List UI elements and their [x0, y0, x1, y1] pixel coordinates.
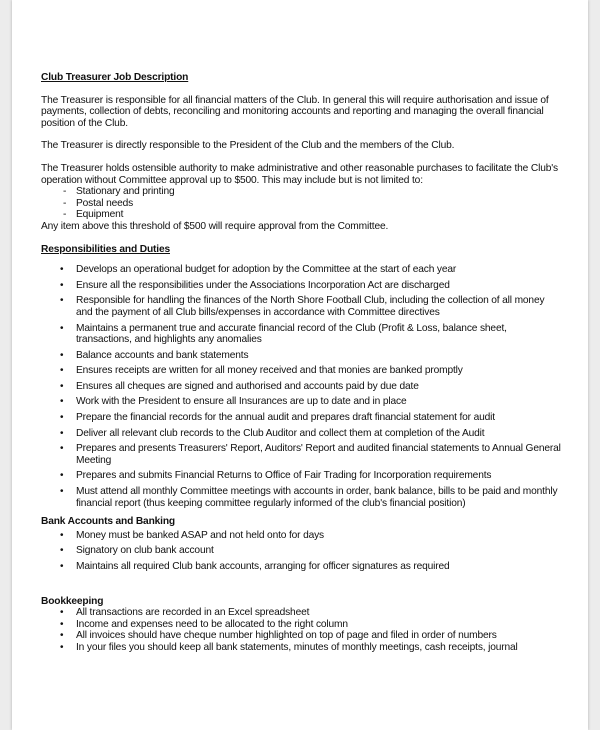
banking-heading: Bank Accounts and Banking — [41, 516, 175, 528]
list-item: - Equipment — [41, 209, 561, 221]
responsibilities-list — [41, 264, 561, 509]
bookkeeping-heading: Bookkeeping — [41, 595, 104, 607]
list-item: • Maintains a permanent true and accurate financial record of the Club (Profit & Loss, balance sheet, transactions, and highlights any anomalies — [41, 323, 561, 346]
list-item: - Postal needs — [41, 198, 561, 210]
bookkeeping-list — [41, 607, 561, 653]
intro-paragraph: The Treasurer is responsible for all financial matters of the Club. In general this will require authorisation and issue of payments, collection of debts, reconciling and monitoring accounts and reporting and managing the overall financial position of the Club. — [41, 94, 549, 129]
list-item: • All invoices should have cheque number highlighted on top of page and filed in order of numbers — [41, 630, 561, 642]
purchase-list — [41, 186, 561, 221]
list-item: • Prepares and presents Treasurers' Report, Auditors' Report and audited financial statements to Annual General Meeting — [41, 443, 561, 466]
list-item: • Money must be banked ASAP and not held onto for days — [41, 530, 561, 542]
list-item: • Maintains all required Club bank accounts, arranging for officer signatures as required — [41, 561, 561, 573]
document-title: Club Treasurer Job Description — [41, 72, 189, 83]
list-item: • In your files you should keep all bank statements, minutes of monthly meetings, cash receipts, journal — [41, 642, 561, 654]
authority-paragraph: The Treasurer holds ostensible authority to make administrative and other reasonable purchases to facilitate the Club's operation without Committee approval up to $500. This may include but is not limited to: — [41, 162, 558, 186]
list-item: • Work with the President to ensure all Insurances are up to date and in place — [41, 396, 561, 408]
list-item: • Prepares and submits Financial Returns to Office of Fair Trading for Incorporation requirements — [41, 470, 561, 482]
list-item: • Prepare the financial records for the annual audit and prepares draft financial statement for audit — [41, 412, 561, 424]
list-item: • Balance accounts and bank statements — [41, 350, 561, 362]
list-item: • Ensures receipts are written for all money received and that monies are banked promptly — [41, 365, 561, 377]
list-item: • Responsible for handling the finances of the North Shore Football Club, including the collection of all money and the payment of all Club bills/expenses in accordance with Committee directives — [41, 295, 561, 318]
list-item: • Must attend all monthly Committee meetings with accounts in order, bank balance, bills to be paid and monthly financial report (thus keeping committee regularly informed of the club's financial position) — [41, 486, 561, 509]
list-item: • Signatory on club bank account — [41, 545, 561, 557]
banking-list — [41, 530, 561, 573]
list-item: • Income and expenses need to be allocated to the right column — [41, 619, 561, 631]
list-item: • All transactions are recorded in an Excel spreadsheet — [41, 607, 561, 619]
responsibilities-heading: Responsibilities and Duties — [41, 243, 170, 255]
threshold-paragraph: Any item above this threshold of $500 will require approval from the Committee. — [41, 220, 389, 232]
list-item: • Ensure all the responsibilities under the Associations Incorporation Act are discharged — [41, 280, 561, 292]
document-page — [12, 0, 588, 730]
reporting-paragraph: The Treasurer is directly responsible to the President of the Club and the members of the Club. — [41, 140, 455, 152]
list-item: • Develops an operational budget for adoption by the Committee at the start of each year — [41, 264, 561, 276]
list-item: • Deliver all relevant club records to the Club Auditor and collect them at completion of the Audit — [41, 428, 561, 440]
document-content — [41, 72, 561, 654]
list-item: - Stationary and printing — [41, 186, 561, 198]
list-item: • Ensures all cheques are signed and authorised and accounts paid by due date — [41, 381, 561, 393]
